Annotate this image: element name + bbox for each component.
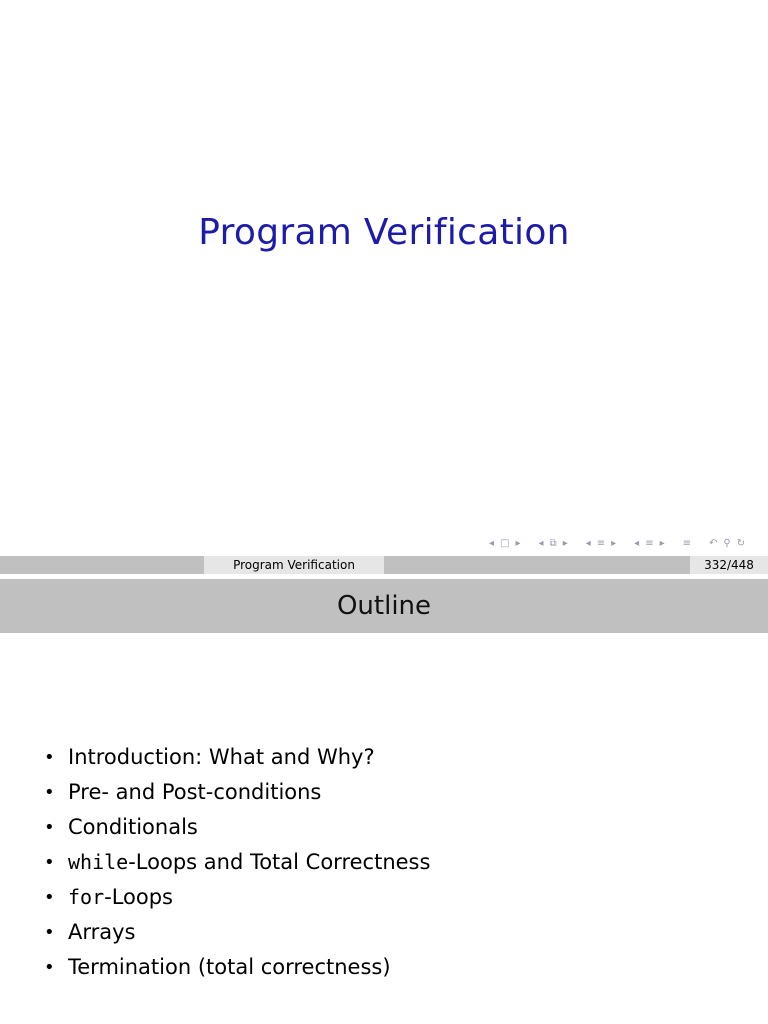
page-number: 332/448 xyxy=(690,556,768,574)
next-slide-arrow-icon[interactable]: ▸ xyxy=(515,538,521,549)
bullet-icon: • xyxy=(44,817,55,838)
outline-item xyxy=(40,740,430,775)
outline-item xyxy=(40,880,430,915)
item-text: Pre- and Post-conditions xyxy=(68,780,322,804)
item-text: Introduction: What and Why? xyxy=(68,745,375,769)
outline-list xyxy=(40,740,430,985)
document-icon[interactable]: ≡ xyxy=(682,538,692,549)
footer-title: Program Verification xyxy=(204,556,384,574)
outline-item xyxy=(40,950,430,985)
bullet-icon: • xyxy=(44,922,55,943)
outline-item xyxy=(40,810,430,845)
item-text: Conditionals xyxy=(68,815,198,839)
subsection-icon[interactable]: ≡ xyxy=(596,538,606,549)
beamer-navigation-bar xyxy=(486,536,748,552)
outline-item xyxy=(40,845,430,880)
prev-slide-arrow-icon[interactable]: ◂ xyxy=(489,538,495,549)
slide-title: Program Verification xyxy=(198,212,570,253)
item-text: Arrays xyxy=(68,920,136,944)
prev-subsection-arrow-icon[interactable]: ◂ xyxy=(585,538,591,549)
back-icon[interactable]: ↶ xyxy=(709,538,718,549)
bullet-icon: • xyxy=(44,747,55,768)
bullet-icon: • xyxy=(44,957,55,978)
item-code: while xyxy=(68,850,129,874)
prev-section-arrow-icon[interactable]: ◂ xyxy=(634,538,640,549)
prev-frame-arrow-icon[interactable]: ◂ xyxy=(538,538,544,549)
next-subsection-arrow-icon[interactable]: ▸ xyxy=(611,538,617,549)
item-text: -Loops and Total Correctness xyxy=(128,850,431,874)
frame-title: Outline xyxy=(336,591,432,621)
item-code: for xyxy=(68,885,105,909)
outline-item xyxy=(40,915,430,950)
bullet-icon: • xyxy=(44,782,55,803)
outline-item xyxy=(40,775,430,810)
slide-footer xyxy=(0,556,768,574)
frame-icon[interactable]: ⧉ xyxy=(549,538,557,549)
bullet-icon: • xyxy=(44,852,55,873)
bullet-icon: • xyxy=(44,887,55,908)
section-icon[interactable]: ≡ xyxy=(645,538,654,549)
item-text: -Loops xyxy=(104,885,174,909)
next-section-arrow-icon[interactable]: ▸ xyxy=(659,538,665,549)
forward-icon[interactable]: ↻ xyxy=(736,538,746,549)
slide-icon[interactable]: □ xyxy=(500,538,510,549)
frame-title-bar xyxy=(0,579,768,633)
search-icon[interactable]: ⚲ xyxy=(723,538,731,549)
next-frame-arrow-icon[interactable]: ▸ xyxy=(562,538,568,549)
item-text: Termination (total correctness) xyxy=(68,955,391,979)
